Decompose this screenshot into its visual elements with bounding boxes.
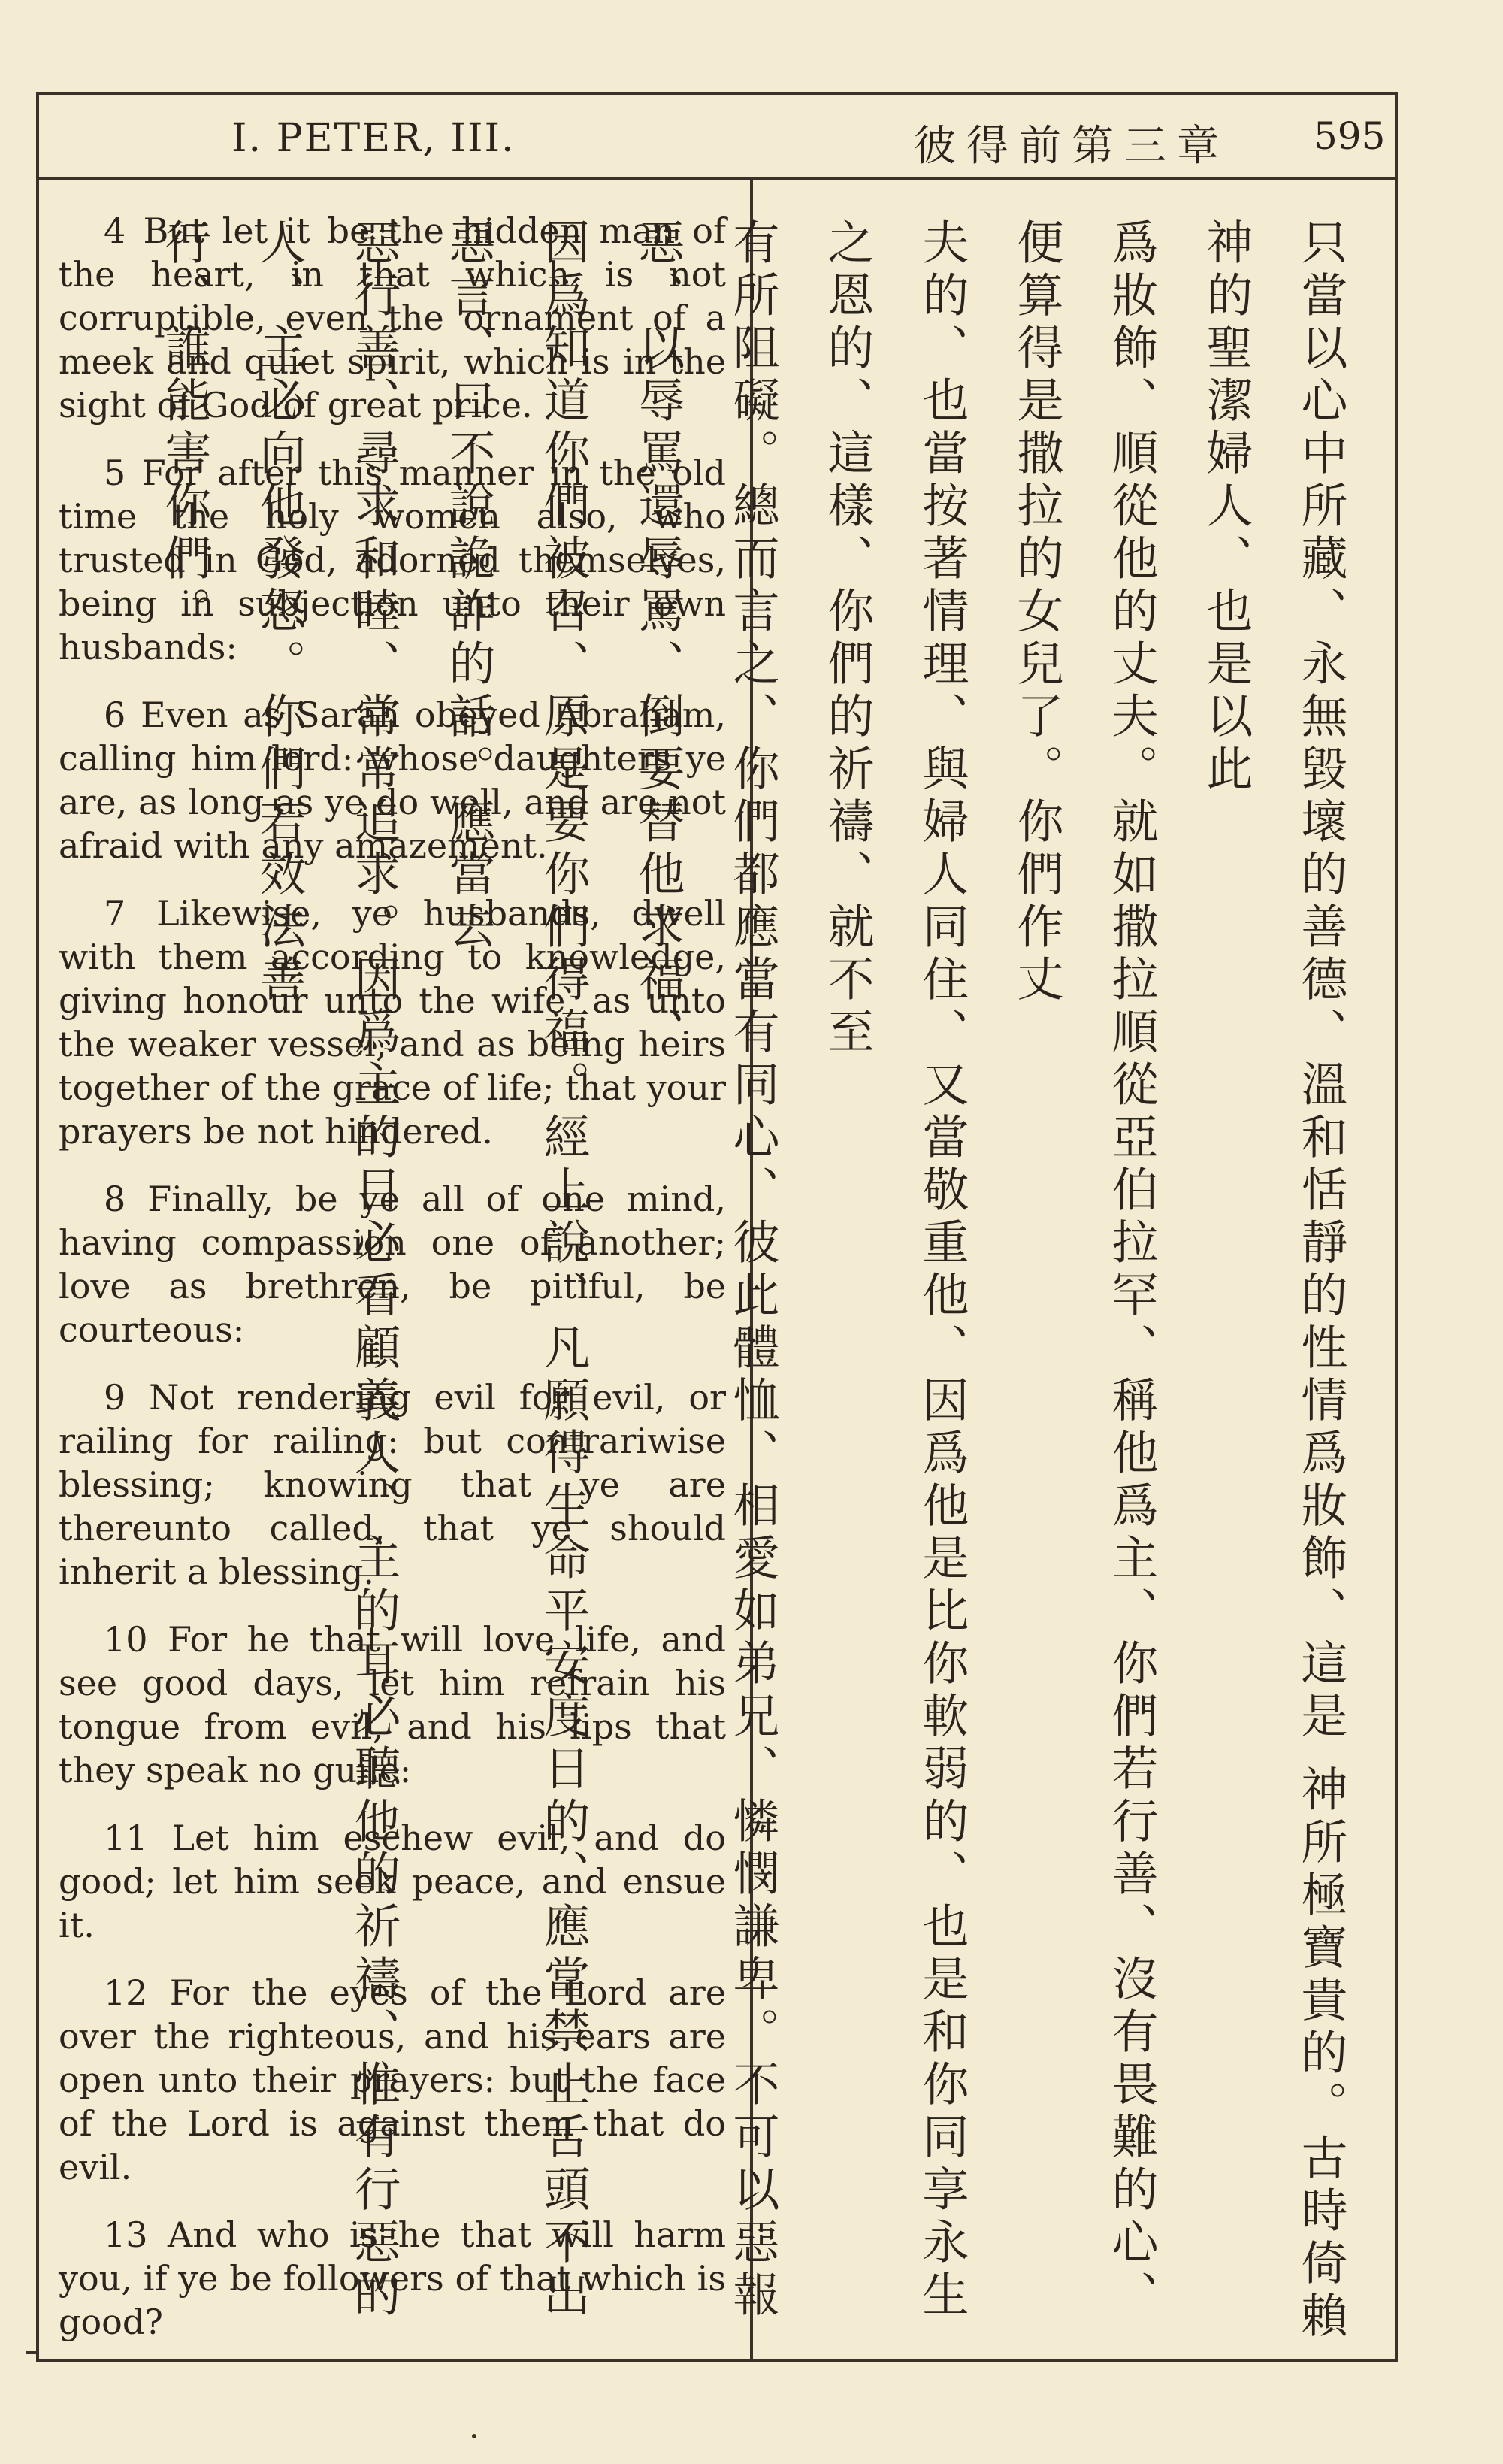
verse-number: 8: [104, 1179, 126, 1219]
verse-text: For he that will love life, and see good days, let him refrain his tongue from evil, and his lips that they speak no guile:: [59, 1619, 726, 1790]
verse-number: 12: [104, 1972, 148, 2013]
verse-number: 6: [104, 695, 126, 735]
verse-number: 5: [104, 453, 126, 493]
chinese-text-line: 因爲知道你們被召、原是要你們得福。經上說、凡願得生命平安度日的、應當禁止舌頭不出惡言、口不說詭詐的話。應當去: [441, 218, 591, 2323]
verse-number: 7: [104, 893, 126, 934]
verse-number: 11: [104, 1818, 148, 1858]
chinese-text-line: 夫的、也當按著情理、與婦人同住、又當敬重他、因爲他是比你軟弱的、也是和你同享永生之恩的、這樣、你們的祈禱、就不至: [820, 218, 969, 2323]
verse-number: 4: [104, 210, 126, 251]
page-number: 595: [1314, 114, 1386, 158]
verse-number: 13: [104, 2214, 148, 2255]
bottom-dot: [472, 2434, 476, 2438]
chinese-text-line: 惡行善、尋求和睦、常常追求。因爲主的目必看顧義人、主的耳必聽他的祈禱、惟有行惡的人、主必向他發怒。你們若效法善: [252, 218, 401, 2323]
verse-text: And who is he that will harm you, if ye be followers of that which is good?: [59, 2214, 727, 2342]
chinese-text-line: 只當以心中所藏、永無毀壞的善德、溫和恬靜的性情爲妝飾、這是 神所極寶貴的。古時倚賴 神的聖潔婦人、也是以此: [1199, 218, 1348, 2344]
verse-text: Likewise, ye husbands, dwell with them according to knowledge, giving honour unto the wife, as unto the weaker vessel, and as being heirs together of the grace of life; that your prayers be not hindered.: [59, 893, 726, 1152]
chinese-text-line: 有所阻礙。總而言之、你們都應當有同心、彼此體恤、相愛如弟兄、憐憫謙卑。不可以惡報惡、以辱罵還辱罵、倒要替他求福、: [631, 218, 780, 2323]
verse-text: Finally, be ye all of one mind, having compassion one of another; love as brethren, be pitiful, be courteous:: [59, 1179, 726, 1350]
chinese-text-line: 行、誰能害你們。: [157, 218, 212, 639]
page-header: [36, 92, 1398, 180]
verse-number: 10: [104, 1619, 148, 1660]
chinese-text-line: 爲妝飾、順從他的丈夫。就如撒拉順從亞伯拉罕、稱他爲主、你們若行善、沒有畏難的心、便算得是撒拉的女兒了。你們作丈: [1009, 218, 1159, 2323]
verse-number: 9: [104, 1377, 126, 1418]
margin-mark: [26, 2351, 36, 2354]
verse-text: Let him eschew evil, and do good; let him seek peace, and ensue it.: [59, 1818, 726, 1945]
chinese-running-title: 彼得前第三章: [914, 122, 1229, 171]
verse-text: But let it be the hidden man of the heart, in that which is not corruptible, even the ornament of a meek and quiet spirit, which is in the sight of God of great price.: [59, 210, 727, 425]
verse-text: Not rendering evil for evil, or railing for railing: but contrariwise blessing; knowing that ye are thereunto called, that ye should inherit a blessing.: [59, 1377, 727, 1592]
verse-text: Even as Sarah obeyed Abraham, calling him lord: whose daughters ye are, as long as ye do well, and are not afraid with any amazement.: [59, 695, 726, 866]
verse-text: For the eyes of the Lord are over the righteous, and his ears are open unto their prayers: but the face of the Lord is against them that do evil.: [59, 1972, 726, 2187]
verse-text: For after this manner in the old time the holy women also, who trusted in God, adorned themselves, being in subjection unto their own husbands:: [59, 453, 726, 667]
english-running-title: I. PETER, III.: [231, 116, 516, 161]
